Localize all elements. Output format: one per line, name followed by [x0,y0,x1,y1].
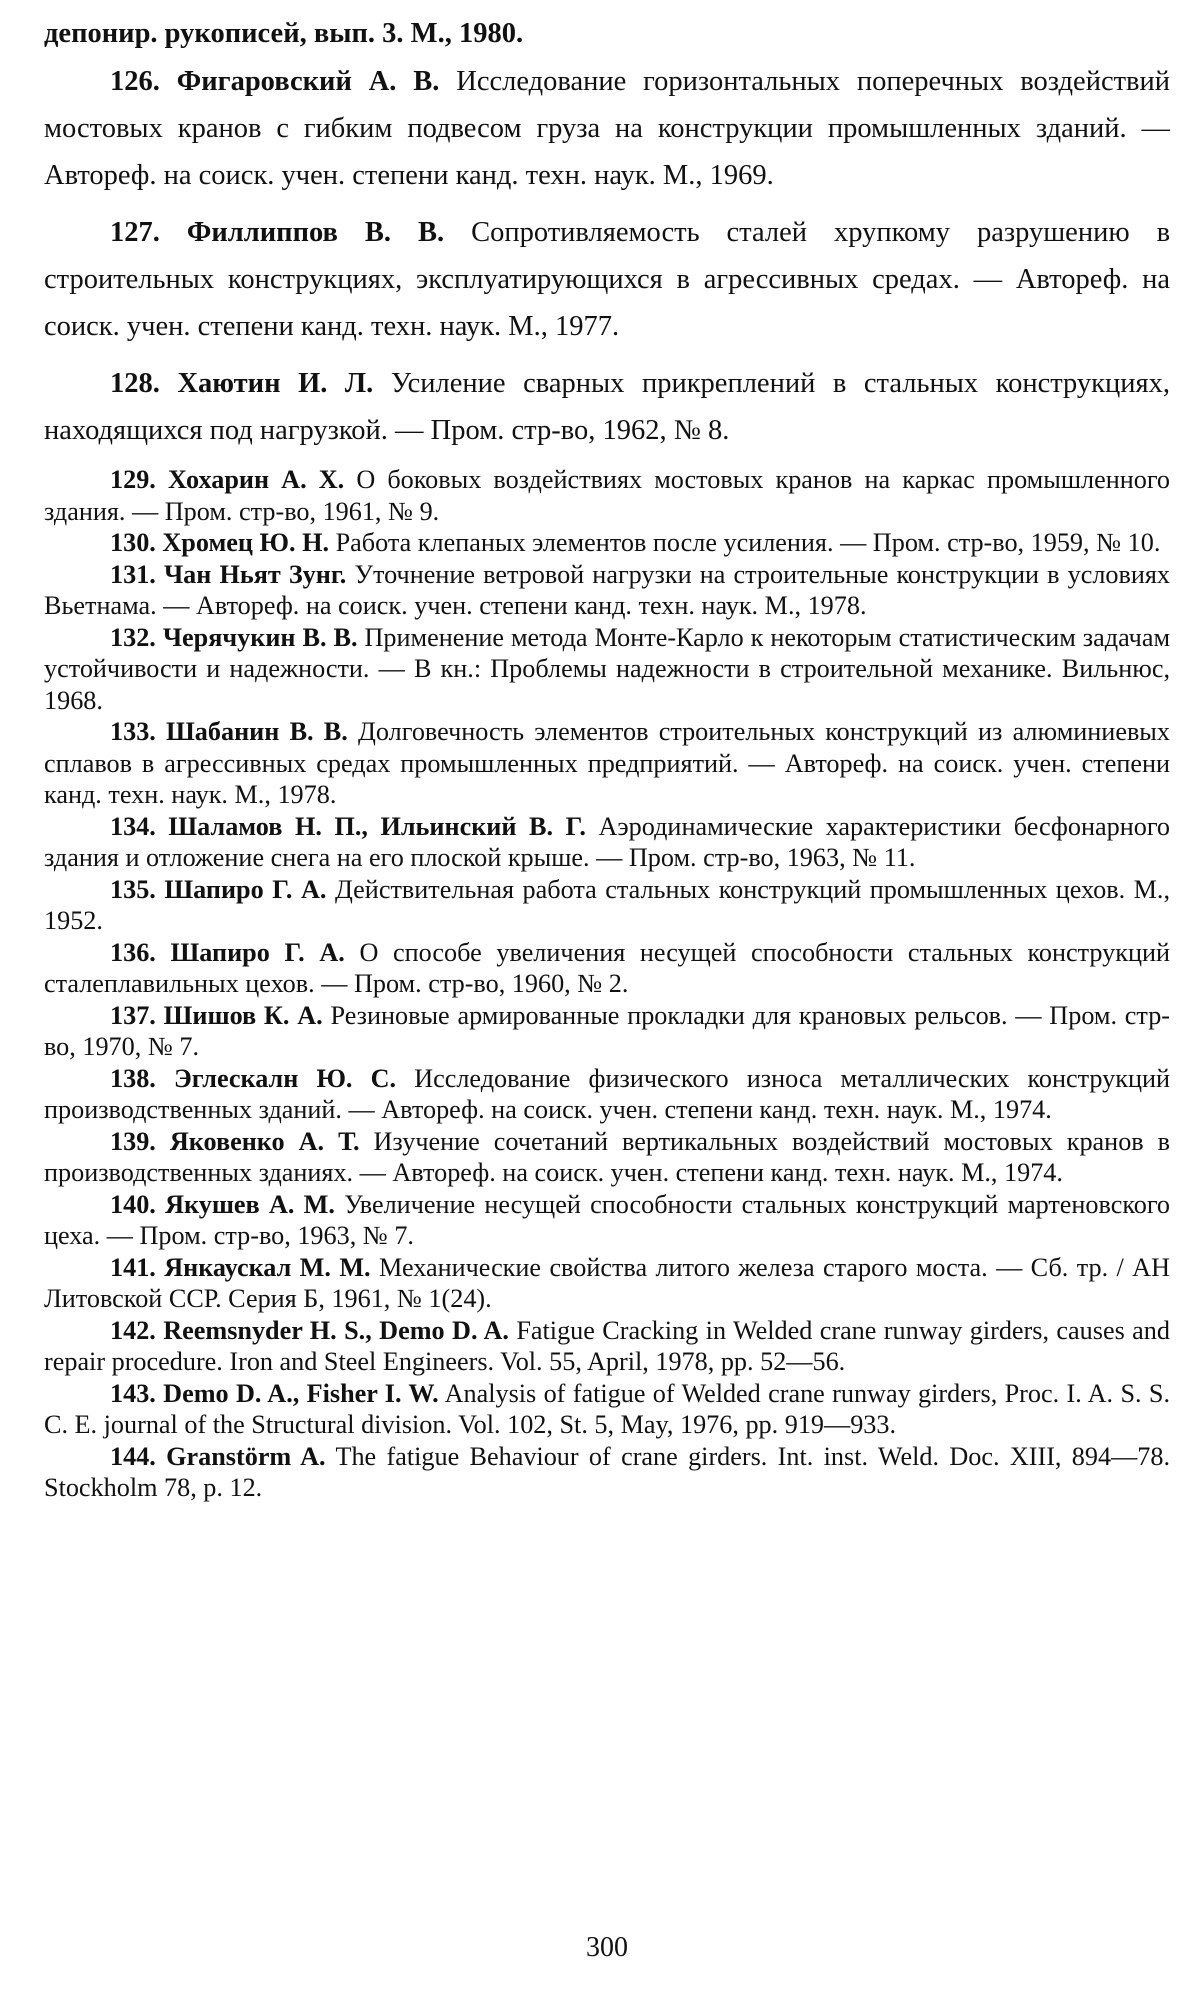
bibliography-entry [44,1441,1170,1504]
bibliography-entry [44,360,1170,454]
entry-number: 138. [110,1063,156,1093]
entry-text: The fatigue Behaviour of crane girders. Int. inst. Weld. Doc. XIII, 894—78. Stockholm 78, p. 12. [44,1441,1170,1502]
entry-text: Сопротивляемость сталей хрупкому разрушению в строительных конструкциях, эксплуатирующихся в агрессивных средах. — Автореф. на соиск. учен. степени канд. техн. наук. М., 1977. [44,217,1171,342]
entry-author: Хаютин И. Л. [177,368,374,399]
bibliography-entry [44,1378,1170,1441]
entry-text: О способе увеличения несущей способности стальных конструкций сталеплавильных цехов. — Пром. стр-во, 1960, № 2. [44,937,1171,998]
bibliography-entry [44,622,1170,717]
entry-author: Шаламов Н. П., Ильинский В. Г. [168,811,586,841]
bibliography-entry [44,209,1170,350]
entry-author: Шишов К. А. [163,1000,323,1030]
entry-number: 126. [110,66,160,97]
entry-author: Granstörm A. [166,1441,326,1471]
entry-author: Хохарин А. Х. [167,465,345,494]
continuation-line: депонир. рукописей, вып. 3. М., 1980. [44,18,524,49]
entry-author: Шапиро Г. А. [164,874,327,904]
entry-number: 129. [110,465,156,494]
entry-author: Шабанин В. В. [166,717,348,746]
entry-text: Изучение сочетаний вертикальных воздействий мостовых кранов в производственных зданиях. — Автореф. на соиск. учен. степени канд. техн. наук. М., 1974. [44,1126,1171,1187]
bibliography-entry [44,874,1170,937]
bibliography-entry [44,811,1170,874]
bibliography-entry [44,464,1170,527]
entry-text: Увеличение несущей способности стальных конструкций мартеновского цеха. — Пром. стр-во, 1963, № 7. [44,1189,1171,1250]
entry-number: 140. [110,1189,156,1219]
bibliography-entry [44,937,1170,1000]
page-number: 300 [586,1932,628,1963]
entry-author: Якушев А. М. [165,1189,335,1219]
bibliography-entry [44,559,1170,622]
entry-author: Яковенко А. Т. [169,1126,360,1156]
bibliography-page [44,14,1170,1989]
entry-number: 144. [110,1441,156,1471]
bibliography-entry [44,716,1170,811]
entry-author: Янкаускал М. М. [164,1252,371,1282]
bibliography-entry [44,1063,1170,1126]
entry-text: О боковых воздействиях мостовых кранов на каркас промышленного здания. — Пром. стр-во, 1961, № 9. [44,465,1171,526]
bibliography-entry [44,1252,1170,1315]
entry-number: 131. [110,559,156,589]
entry-number: 127. [110,217,160,248]
entry-text: Analysis of fatigue of Welded crane runway girders, Proc. I. A. S. S. C. E. journal of the Structural division. Vol. 102, St. 5, May, 1976, pp. 919—933. [44,1378,1170,1439]
entry-author: Чан Ньят Зунг. [163,559,347,589]
entry-text: Работа клепаных элементов после усиления. — Пром. стр-во, 1959, № 10. [335,528,1161,557]
bibliography-entry [44,527,1170,559]
entry-author: Эглескалн Ю. С. [173,1063,397,1093]
entry-text: Аэродинамические характеристики бесфонарного здания и отложение снега на его плоской крыше. — Пром. стр-во, 1963, № 11. [44,811,1171,872]
entries-large-type [44,58,1170,454]
bibliography-entry [44,58,1170,199]
entry-number: 137. [110,1000,156,1030]
entry-text: Резиновые армированные прокладки для крановых рельсов. — Пром. стр-во, 1970, № 7. [44,1000,1171,1061]
entry-number: 128. [110,368,160,399]
entry-number: 132. [110,622,156,652]
bibliography-entry [44,1189,1170,1252]
entry-text: Исследование горизонтальных поперечных воздействий мостовых кранов с гибким подвесом груза на конструкции промышленных зданий. — Автореф. на соиск. учен. степени канд. техн. наук. М., 1969. [44,66,1171,191]
entry-number: 134. [110,811,156,841]
entry-number: 139. [110,1126,156,1156]
entry-author: Reemsnyder H. S., Demo D. A. [163,1315,509,1345]
entry-number: 141. [110,1252,156,1282]
entry-number: 130. [110,528,156,557]
entry-text: Механические свойства литого железа старого моста. — Сб. тр. / АН Литовской ССР. Серия Б, 1961, № 1(24). [44,1252,1170,1313]
entries-small-type [44,464,1170,1504]
entry-number: 133. [110,717,156,746]
entry-number: 142. [110,1315,156,1345]
entry-number: 136. [110,937,156,967]
entry-text: Усиление сварных прикреплений в стальных конструкциях, находящихся под нагрузкой. — Пром. стр-во, 1962, № 8. [44,368,1170,446]
entry-author: Фигаровский А. В. [176,66,440,97]
entry-text: Применение метода Монте-Карло к некоторым статистическим задачам устойчивости и надежности. — В кн.: Проблемы надежности в строительной механике. Вильнюс, 1968. [44,622,1171,715]
entry-number: 143. [110,1378,156,1408]
bibliography-entry [44,1000,1170,1063]
entry-text: Долговечность элементов строительных конструкций из алюминиевых сплавов в агрессивных средах промышленных предприятий. — Автореф. на соиск. учен. степени канд. техн. наук. М., 1978. [44,717,1171,809]
bibliography-entry [44,1315,1170,1378]
entry-number: 135. [110,874,156,904]
bibliography-entry [44,1126,1170,1189]
entry-text: Действительная работа стальных конструкций промышленных цехов. М., 1952. [44,874,1171,935]
entry-author: Шапиро Г. А. [170,937,345,967]
entry-author: Черячукин В. В. [162,622,358,652]
entry-author: Хромец Ю. Н. [162,528,330,557]
entry-author: Филлиппов В. В. [186,217,445,248]
entry-author: Demo D. A., Fisher I. W. [163,1378,439,1408]
entry-text: Исследование физического износа металлических конструкций производственных зданий. — Автореф. на соиск. учен. степени канд. техн. наук. М., 1974. [44,1063,1171,1124]
entry-text: Уточнение ветровой нагрузки на строительные конструкции в условиях Вьетнама. — Автореф. на соиск. учен. степени канд. техн. наук. М., 1978. [44,559,1171,620]
entry-text: Fatigue Cracking in Welded crane runway girders, causes and repair procedure. Iron and Steel Engineers. Vol. 55, April, 1978, pp. 52—56. [44,1315,1170,1376]
